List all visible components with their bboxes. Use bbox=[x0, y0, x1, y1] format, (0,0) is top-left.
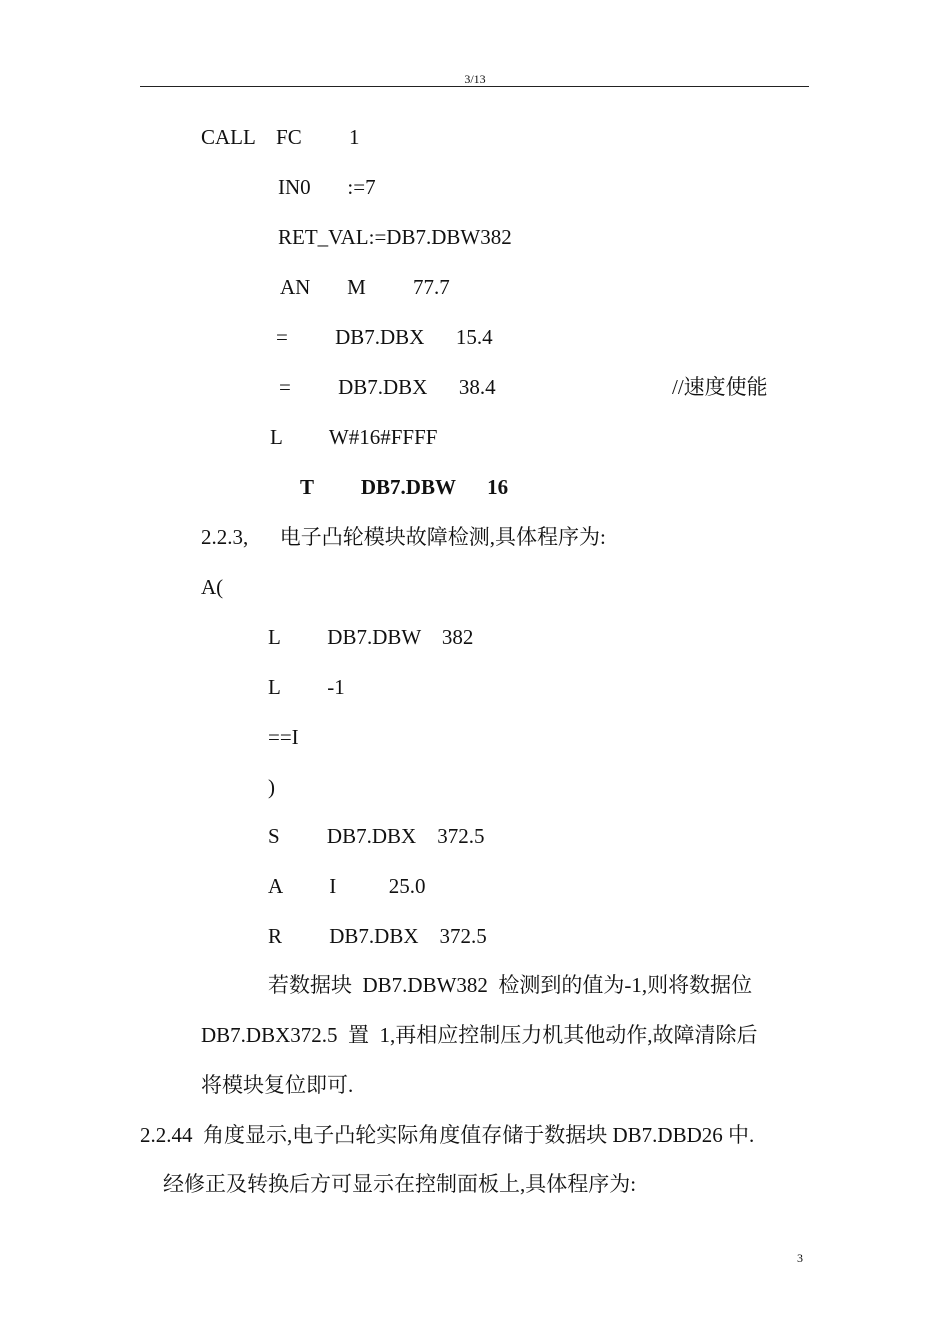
code-line: = DB7.DBX 15.4 bbox=[276, 325, 493, 349]
code-line: AN M 77.7 bbox=[280, 275, 450, 299]
code-line: L DB7.DBW 382 bbox=[268, 625, 474, 649]
paragraph-line: 经修正及转换后方可显示在控制面板上,具体程序为: bbox=[163, 1172, 637, 1196]
code-line: CALL FC 1 bbox=[201, 125, 360, 149]
code-line: A I 25.0 bbox=[268, 874, 426, 898]
code-line-bold: T DB7.DBW 16 bbox=[300, 475, 509, 499]
code-line: A( bbox=[201, 575, 224, 599]
code-line: RET_VAL:=DB7.DBW382 bbox=[278, 225, 512, 249]
header-rule bbox=[140, 86, 809, 87]
paragraph-line: 将模块复位即可. bbox=[201, 1073, 354, 1097]
code-line: ) bbox=[268, 775, 275, 799]
code-line: R DB7.DBX 372.5 bbox=[268, 924, 487, 948]
code-comment: //速度使能 bbox=[672, 375, 768, 399]
section-heading: 2.2.3, 电子凸轮模块故障检测,具体程序为: bbox=[201, 525, 606, 549]
page-header: 3/13 bbox=[464, 72, 486, 86]
section-heading: 2.2.44 角度显示,电子凸轮实际角度值存储于数据块 DB7.DBD26 中. bbox=[140, 1123, 755, 1147]
code-line: L -1 bbox=[268, 675, 345, 699]
page-number: 3 bbox=[797, 1251, 803, 1265]
code-line: = DB7.DBX 38.4 bbox=[279, 375, 496, 399]
code-line: IN0 :=7 bbox=[278, 175, 376, 199]
code-line: ==I bbox=[268, 725, 299, 749]
code-line: L W#16#FFFF bbox=[270, 425, 438, 449]
paragraph-line: 若数据块 DB7.DBW382 检测到的值为-1,则将数据位 bbox=[268, 973, 753, 997]
paragraph-line: DB7.DBX372.5 置 1,再相应控制压力机其他动作,故障清除后 bbox=[201, 1023, 758, 1047]
code-line: S DB7.DBX 372.5 bbox=[268, 824, 485, 848]
